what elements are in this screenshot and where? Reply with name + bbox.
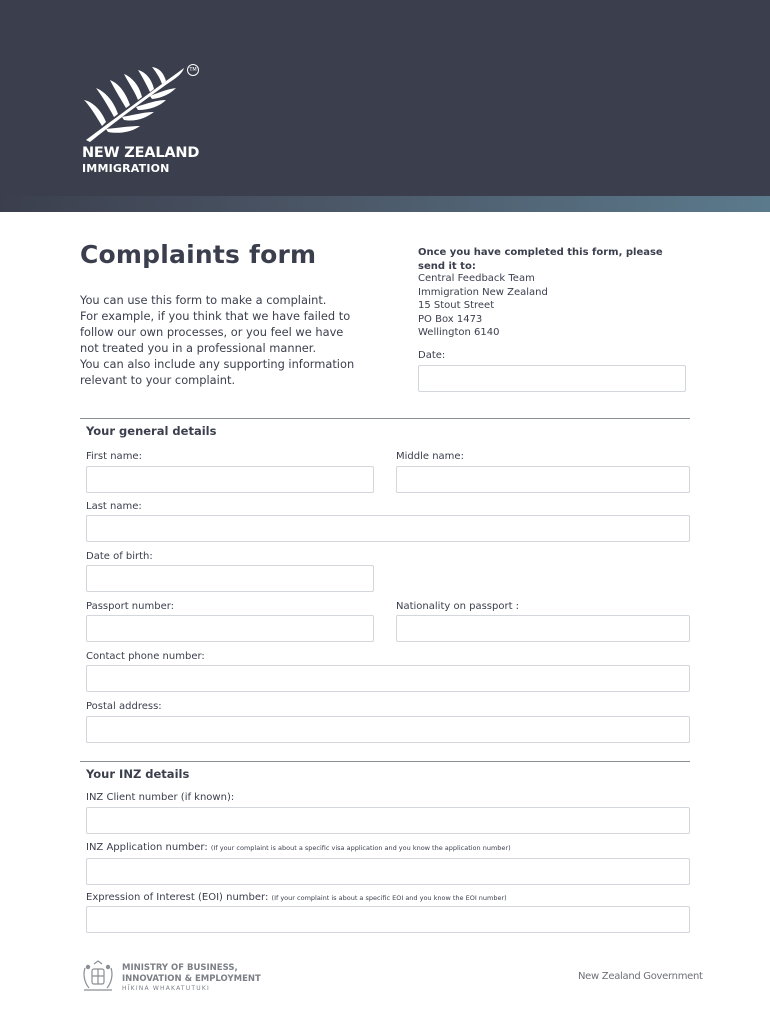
postal-address-field[interactable] [86,716,690,743]
intro-line: You can also include any supporting information [80,357,355,371]
phone-label: Contact phone number: [86,651,205,662]
application-number-label-text: INZ Application number: [86,842,208,853]
last-name-label: Last name: [86,501,142,512]
eoi-number-field[interactable] [86,906,690,933]
intro-text [80,292,390,388]
application-number-note: (If your complaint is about a specific visa application and you know the application number) [210,844,511,852]
dob-field[interactable] [86,565,374,592]
first-name-field[interactable] [86,466,374,493]
general-details-heading: Your general details [86,424,217,438]
date-field[interactable] [418,365,686,392]
brand-name: NEW ZEALAND [82,145,200,161]
send-to-heading [418,246,718,273]
first-name-label: First name: [86,451,142,462]
application-number-label [86,842,511,853]
address-line: Immigration New Zealand [418,286,548,298]
client-number-field[interactable] [86,807,690,834]
passport-field[interactable] [86,615,374,642]
middle-name-label: Middle name: [396,451,464,462]
date-label: Date: [418,350,446,361]
inz-details-heading: Your INZ details [86,767,190,781]
dob-label: Date of birth: [86,551,153,562]
send-to-heading-line: Once you have completed this form, please [418,247,663,258]
ministry-name [122,963,261,984]
address-line: PO Box 1473 [418,313,483,325]
ministry-name-line: INNOVATION & EMPLOYMENT [122,973,261,984]
passport-label: Passport number: [86,601,175,612]
intro-line: follow our own processes, or you feel we have [80,325,344,339]
nz-government-logo: New Zealand Government [578,971,703,982]
header-strip [0,196,770,212]
middle-name-field[interactable] [396,466,690,493]
eoi-number-note: (If your complaint is about a specific EOI and you know the EOI number) [271,894,507,902]
brand-subname: IMMIGRATION [82,162,170,175]
coat-of-arms-icon [80,960,116,994]
eoi-number-label-text: Expression of Interest (EOI) number: [86,892,269,903]
section-divider [80,761,690,762]
address-line: Central Feedback Team [418,273,535,284]
trademark-mark: TM [187,64,199,76]
ministry-subtitle: HĪKINA WHAKATUTUKI [122,985,210,992]
ministry-name-line: MINISTRY OF BUSINESS, [122,963,238,973]
address-line: Wellington 6140 [418,327,500,338]
section-divider [80,418,690,419]
intro-line: not treated you in a professional manner. [80,341,317,355]
client-number-label: INZ Client number (if known): [86,792,235,803]
eoi-number-label [86,892,507,903]
postal-address-label: Postal address: [86,701,162,712]
last-name-field[interactable] [86,515,690,542]
address-line: 15 Stout Street [418,300,495,311]
intro-line: You can use this form to make a complaint. [80,293,327,307]
page-title: Complaints form [80,240,317,269]
send-to-heading-line: send it to: [418,260,476,272]
postal-address-block [418,272,548,340]
phone-field[interactable] [86,665,690,692]
intro-line: relevant to your complaint. [80,373,236,387]
nationality-label: Nationality on passport : [396,601,520,612]
intro-line: For example, if you think that we have failed to [80,309,351,323]
application-number-field[interactable] [86,858,690,885]
nationality-field[interactable] [396,615,690,642]
